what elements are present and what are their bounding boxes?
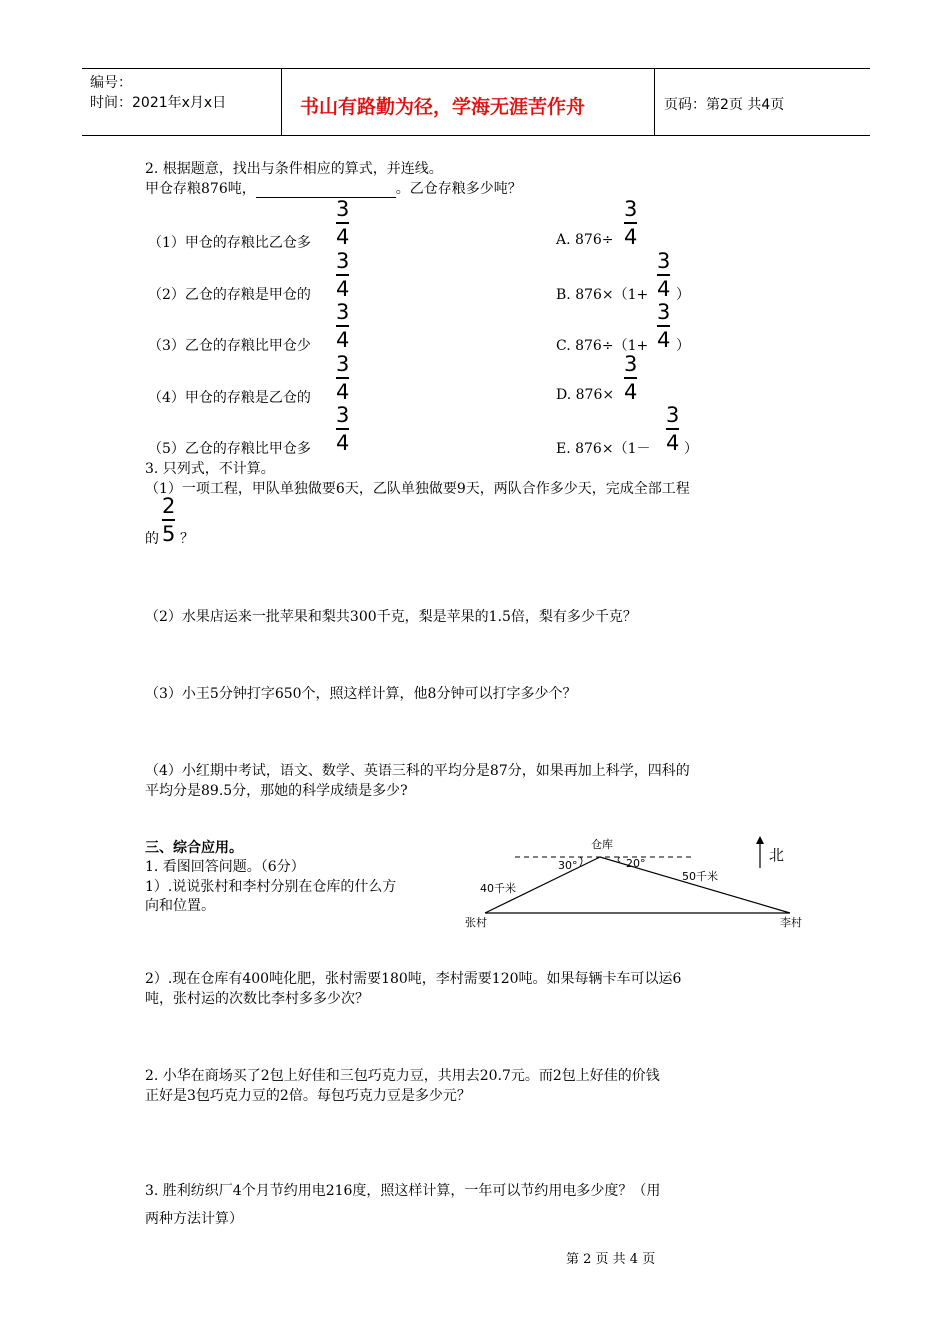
map-dist-right-label: 50千米 — [682, 870, 718, 883]
section3-q3-line1: 3. 胜利纺织厂4个月节约用电216度，照这样计算，一年可以节约用电多少度？（用 — [145, 1183, 661, 1199]
q2-option-d: D. 876× — [556, 387, 615, 403]
section3-q1-sub1-line1: 1）.说说张村和李村分别在仓库的什么方 — [145, 879, 397, 895]
q2-option-e: E. 876×（1－ — [556, 441, 651, 457]
q3-p1-fraction: 2 5 — [162, 494, 176, 546]
page-footer: 第 2 页 共 4 页 — [566, 1252, 656, 1267]
header-bottom-border — [82, 135, 870, 136]
section3-q1-sub2-line1: 2）.现在仓库有400吨化肥，张村需要180吨，李村需要120吨。如果每辆卡车可以运6 — [145, 971, 682, 987]
section3-q1-sub1-line2: 向和位置。 — [145, 898, 215, 914]
map-warehouse-label: 仓库 — [591, 838, 613, 851]
q2-option-b-fraction: 3 4 — [657, 249, 671, 301]
q2-option-e-fraction: 3 4 — [666, 403, 680, 455]
header-time-label: 时间：2021年x月x日 — [90, 95, 227, 111]
header-number-label: 编号： — [90, 75, 132, 91]
q2-option-a-fraction: 3 4 — [624, 197, 638, 249]
q3-p1-line1: （1）一项工程，甲队单独做要6天，乙队单独做要9天，两队合作多少天，完成全部工程 — [145, 481, 690, 497]
header-motto: 书山有路勤为径，学海无涯苦作舟 — [300, 96, 586, 118]
q2-option-e-suffix: ） — [684, 441, 698, 457]
q2-left-item-2: （2）乙仓的存粮是甲仓的 — [148, 287, 311, 303]
q2-left-fraction-1: 3 4 — [336, 197, 350, 249]
q2-option-c-suffix: ） — [676, 338, 690, 354]
q3-p4-line1: （4）小红期中考试，语文、数学、英语三科的平均分是87分，如果再加上科学，四科的 — [145, 763, 690, 779]
q2-left-fraction-5: 3 4 — [336, 403, 350, 455]
q2-left-item-1: （1）甲仓的存粮比乙仓多 — [148, 235, 311, 251]
north-arrow-head — [756, 836, 764, 844]
q2-answer-blank[interactable] — [256, 183, 396, 198]
direction-map-diagram — [460, 832, 820, 932]
q2-option-b: B. 876×（1+ — [556, 287, 649, 303]
section3-q2-line1: 2. 小华在商场买了2包上好佳和三包巧克力豆，共用去20.7元。而2包上好佳的价钱 — [145, 1068, 660, 1084]
angle-arc-left — [580, 857, 582, 866]
q2-title: 2. 根据题意，找出与条件相应的算式，并连线。 — [145, 161, 443, 177]
section3-q1-title: 1. 看图回答问题。（6分） — [145, 859, 305, 875]
q2-option-b-suffix: ） — [676, 287, 690, 303]
q2-stem-before: 甲仓存粮876吨， — [145, 181, 256, 197]
header-divider-left — [281, 68, 282, 136]
map-north-label: 北 — [769, 846, 785, 864]
map-angle-right-label: 20° — [626, 857, 646, 870]
section3-q1-sub2-line2: 吨，张村运的次数比李村多多少次？ — [145, 991, 369, 1007]
map-li-label: 李村 — [780, 916, 802, 929]
q2-left-fraction-4: 3 4 — [336, 352, 350, 404]
q3-p1-line2-prefix: 的 — [145, 531, 159, 547]
section3-q3-line2: 两种方法计算） — [145, 1211, 243, 1227]
q3-p3: （3）小王5分钟打字650个，照这样计算，他8分钟可以打字多少个？ — [145, 686, 577, 702]
q3-title: 3. 只列式，不计算。 — [145, 461, 275, 477]
q2-option-d-fraction: 3 4 — [624, 352, 638, 404]
angle-arc-right — [618, 857, 620, 862]
q2-left-item-5: （5）乙仓的存粮比甲仓多 — [148, 441, 311, 457]
q2-stem — [145, 178, 522, 198]
q2-left-item-3: （3）乙仓的存粮比甲仓少 — [148, 338, 311, 354]
q2-left-fraction-2: 3 4 — [336, 249, 350, 301]
q3-p4-line2: 平均分是89.5分，那她的科学成绩是多少? — [145, 783, 408, 799]
q2-left-fraction-3: 3 4 — [336, 300, 350, 352]
header-divider-right — [654, 68, 655, 136]
q3-p1-line2-suffix: ？ — [180, 531, 194, 547]
q2-option-c-fraction: 3 4 — [657, 300, 671, 352]
section3-heading: 三、综合应用。 — [145, 840, 243, 856]
map-dist-left-label: 40千米 — [480, 882, 516, 895]
header-top-border — [82, 68, 870, 69]
map-angle-left-label: 30° — [558, 859, 578, 872]
q2-stem-after: 。乙仓存粮多少吨？ — [395, 181, 522, 197]
map-zhang-label: 张村 — [465, 916, 487, 929]
q3-p2: （2）水果店运来一批苹果和梨共300千克，梨是苹果的1.5倍，梨有多少千克？ — [145, 609, 637, 625]
q2-option-a: A. 876÷ — [556, 232, 614, 248]
section3-q2-line2: 正好是3包巧克力豆的2倍。每包巧克力豆是多少元？ — [145, 1088, 471, 1104]
q2-option-c: C. 876÷（1+ — [556, 338, 649, 354]
header-page-info: 页码：第2页 共4页 — [664, 97, 785, 113]
q2-left-item-4: （4）甲仓的存粮是乙仓的 — [148, 390, 311, 406]
